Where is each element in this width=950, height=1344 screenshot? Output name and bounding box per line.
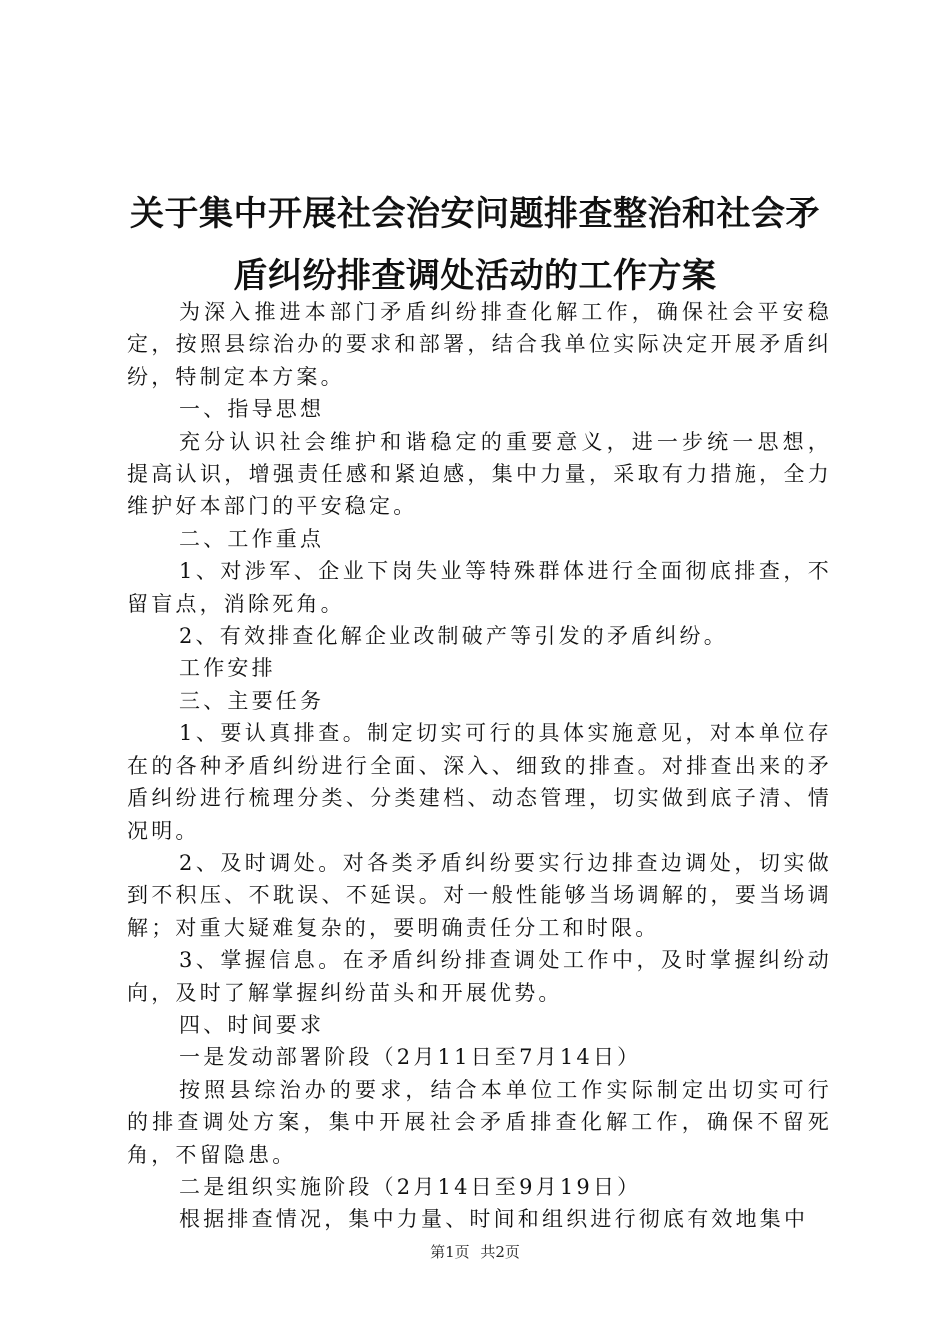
paragraph-phase-2: 根据排查情况，集中力量、时间和组织进行彻底有效地集中 [179, 1207, 809, 1232]
paragraph-intro: 为深入推进本部门矛盾纠纷排查化解工作，确保社会平安稳定，按照县综治办的要求和部署，结合我单位实际决定开展矛盾纠纷，特制定本方案。 [127, 300, 832, 389]
paragraph-phase-1: 按照县综治办的要求，结合本单位工作实际制定出切实可行的排查调处方案，集中开展社会矛盾排查化解工作，确保不留死角，不留隐患。 [127, 1077, 832, 1167]
page-number-current: 第1页 [430, 1243, 470, 1261]
page-footer [0, 1242, 950, 1262]
section-heading-guiding-thought: 一、指导思想 [179, 397, 325, 422]
paragraph-focus-2: 2、有效排查化解企业改制破产等引发的矛盾纠纷。 [179, 624, 728, 649]
paragraph-task-3: 3、掌握信息。在矛盾纠纷排查调处工作中，及时掌握纠纷动向，及时了解掌握纠纷苗头和开展优势。 [127, 948, 832, 1005]
paragraph-task-2: 2、及时调处。对各类矛盾纠纷要实行边排查边调处，切实做到不积压、不耽误、不延误。对一般性能够当场调解的，要当场调解；对重大疑难复杂的，要明确责任分工和时限。 [127, 850, 832, 940]
page-number-total: 共2页 [480, 1243, 520, 1261]
title-line-2: 盾纠纷排查调处活动的工作方案 [233, 256, 717, 296]
paragraph-focus-1: 1、对涉军、企业下岗失业等特殊群体进行全面彻底排查，不留盲点，消除死角。 [127, 559, 832, 616]
document-body [127, 296, 832, 1236]
paragraph-task-1: 1、要认真排查。制定切实可行的具体实施意见，对本单位存在的各种矛盾纠纷进行全面、深入、细致的排查。对排查出来的矛盾纠纷进行梳理分类、分类建档、动态管理，切实做到底子清、情况明。 [127, 721, 832, 843]
paragraph-phase-2-heading: 二是组织实施阶段（2月14日至9月19日） [179, 1174, 642, 1199]
paragraph-guiding-thought: 充分认识社会维护和谐稳定的重要意义，进一步统一思想，提高认识，增强责任感和紧迫感，集中力量，采取有力措施，全力维护好本部门的平安稳定。 [127, 429, 832, 519]
paragraph-work-arrangement: 工作安排 [179, 656, 276, 681]
title-line-1: 关于集中开展社会治安问题排查整治和社会矛 [130, 194, 820, 234]
paragraph-phase-1-heading: 一是发动部署阶段（2月11日至7月14日） [179, 1045, 642, 1070]
document-title [110, 183, 840, 307]
section-heading-main-tasks: 三、主要任务 [179, 688, 325, 713]
section-heading-work-focus: 二、工作重点 [179, 526, 325, 551]
section-heading-time-requirements: 四、时间要求 [179, 1012, 325, 1037]
